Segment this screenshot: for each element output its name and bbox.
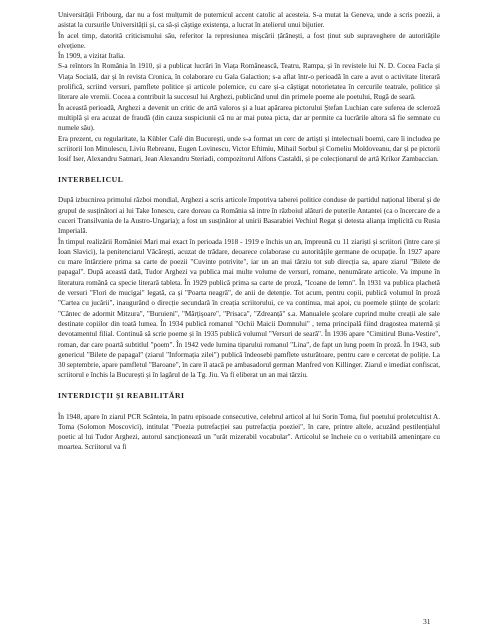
paragraph: În acel timp, datorită criticismului său, referitor la represiunea mișcării țărănești, a fost ținut sub supraveghere de autoritățile elvețiene. — [58, 31, 440, 50]
page-number: 31 — [423, 617, 431, 626]
spacer — [58, 381, 440, 391]
spacer — [58, 164, 440, 174]
paragraph: În această perioadă, Arghezi a devenit un critic de artă valoros și a luat apărarea pictorului Ștefan Luchian care suferea de scleroză multiplă și era acuzat de fraudă (din cauza suspiciunii că nu ar mai putea picta, dar ar permite ca lucrările altora să fie semnate cu numele său). — [58, 103, 440, 133]
paragraph: În 1909, a vizitat Italia. — [58, 52, 126, 61]
section-heading-interdictii: INTERDICȚII ȘI REABILITĂRI — [58, 390, 185, 400]
paragraph: Universității Fribourg, dar nu a fost mulțumit de puternicul accent catolic al acesteia. S-a mutat la Geneva, unde a scris poezii, a asistat la cursurile Universității și, ca să-și câștige existența, a lucrat în atelierul unui bijutier. — [58, 11, 440, 30]
paragraph: După izbucnirea primului război mondial, Arghezi a scris articole împotriva taberei politice conduse de partidul național liberal și de grupul de susținători ai lui Take Ionescu, care doreau ca România să intre în războiul alături de puterile Antantei (ca o încercare de a cuceri Transilvania de la Austro-Ungaria); a fost un susținător al unirii Basarabiei Vechiul Regat și detesta alianța implicită cu Rusia Imperială. — [58, 196, 440, 236]
paragraph: În 1948, apare în ziarul PCR Scânteia, în patru episoade consecutive, celebrul articol al lui Sorin Toma, fiul poetului proletcultist A. Toma (Solomon Moscovici), intitulat "Poezia putrefacției sau putrefacția poeziei", în care, printre altele, acuzând pestilențialul poetic al lui Tudor Arghezi, autorul sancționează un "urât mizerabil vocabular". Articolul se încheie cu o veritabilă amenințare cu moartea. Scriitorul va fi — [58, 412, 440, 452]
document-page — [58, 10, 440, 634]
spacer — [58, 185, 440, 195]
paragraph: În timpul realizării României Mari mai exact în perioada 1918 - 1919 e închis un an, împreună cu 11 ziariști și scriitori (între care și Ioan Slavici), la penitenciarul Văcărești, acuzat de trădare, deoarece colaborase cu autoritățile germane de ocupație. În 1927 apare cu mare întârziere prima sa carte de poezii "Cuvinte potrivite", iar un an mai târziu tot sub direcția sa, apare ziarul "Bilete de papagal". După această dată, Tudor Arghezi va publica mai multe volume de versuri, romane, nenumărate articole. Va impune în literatura română ca specie literară tableta. În 1929 publică prima sa carte de proză, "Icoane de lemn". În 1931 va publica plachetă de versuri "Flori de mucigai" legată, ca și "Poarta neagră", de anii de detenție. Tot acum, pentru copii, publică volumul în proză "Cartea cu jucării", inaugurând o direcție secundară în creația scriitorului, ce va continua, mai apoi, cu poemele științe de școlari: "Cântec de adormit Mitzura", "Buruieni", "Mărțișoare", "Prisaca", "Zdreanță" s.a. Manualele școlare cuprind multe creații ale sale destinate copiilor din toată lumea. În 1934 publică romanul "Ochii Maicii Domnului" , tema principală fiind dragostea maternă și devotamentul filial. Continuă să scrie poeme și în 1935 publică volumul "Versuri de seară". În 1936 apare "Cimitirul Buna-Vestire", roman, dar care poartă subtitlul "poem". În 1942 vede lumina tiparului romanul "Lina", de fapt un lung poem în proză. În 1943, sub genericul "Bilete de papagal" (ziarul "Informația zilei") publică îndeosebi pamflete usturătoare, pentru care e cercetat de poliție. La 30 septembrie, apare pamfletul "Baroane", în care îl atacă pe ambasadorul german Manfred von Killinger. Ziarul e imediat confiscat, scriitorul e închis la București și în lagărul de la Tg. Jiu. Va fi eliberat un an mai târziu. — [58, 237, 440, 380]
spacer — [58, 401, 440, 411]
section-heading-interbelicul: INTERBELICUL — [58, 174, 124, 184]
paragraph: Era prezent, cu regularitate, la Kübler Café din București, unde s-a format un cerc de artiști și intelectuali boemi, care îi includea pe scriitorii Ion Minulescu, Liviu Rebreanu, Eugen Lovinescu, Victor Eftimiu, Mihail Sorbul și Corneliu Moldoveanu, dar și pe pictorii Iosif Iser, Alexandru Satmari, Jean Alexandru Steriadi, compozitorul Alfons Castaldi, și pe colecționarul de artă Krikor Zambaccian. — [58, 134, 440, 164]
paragraph: S-a reîntors în România în 1910, și a publicat lucrări în Viața Românească, Teatru, Rampa, și în revistele lui N. D. Cocea Facla și Viața Socială, dar și în revista Cronica, în colaborare cu Gala Galaction; s-a aflat într-o perioadă în care a avut o activitate literară prolifică, scriind versuri, pamflete politice și articole polemice, cu care și-a câștigat notorietatea în cercurile teatrale, politice și literare ale vremii. Cocea a contribuit la succesul lui Arghezi, publicând unul din primele poeme ale poetului, Rugă de seară. — [58, 62, 440, 102]
